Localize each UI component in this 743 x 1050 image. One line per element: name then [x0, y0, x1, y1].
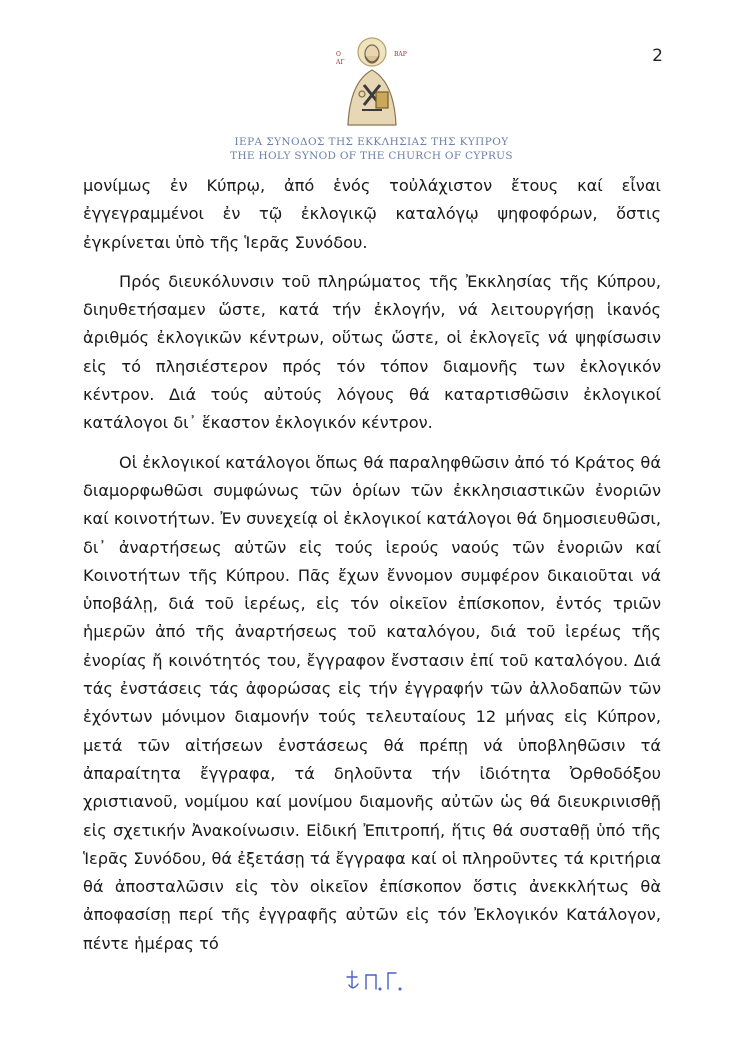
- letterhead-english: THE HOLY SYNOD OF THE CHURCH OF CYPRUS: [230, 150, 513, 162]
- letterhead-greek: ΙΕΡΑ ΣΥΝΟΔΟΣ ΤΗΣ ΕΚΚΛΗΣΙΑΣ ΤΗΣ ΚΥΠΡΟΥ: [234, 136, 509, 148]
- paragraph: Πρός διευκόλυνσιν τοῦ πληρώματος τῆς Ἐκκλησίας τῆς Κύπρου, διηυθετήσαμεν ὥστε, κατά τήν ἐκλογήν, νά λειτουργήσῃ ἱκανός ἀριθμός ἐκλογικῶν κέντρων, οὕτως ὥστε, οἱ ἐκλογεῖς νά ψηφίσωσιν εἰς τό πλησιέστερον πρός τόν τόπον διαμονῆς των ἐκλογικόν κέντρον. Διά τούς αὐτούς λόγους θά καταρτισθῶσιν ἐκλογικοί κατάλογοι δι᾿ ἕκαστον ἐκλογικόν κέντρον.: [83, 271, 661, 433]
- saint-icon-emblem: [322, 30, 422, 130]
- document-body: [83, 172, 661, 969]
- svg-text:ΒΑΡ: ΒΑΡ: [394, 51, 407, 58]
- page-number: 2: [652, 46, 663, 66]
- letterhead: [0, 135, 743, 163]
- paragraph: Οἱ ἐκλογικοί κατάλογοι ὅπως θά παραληφθῶσιν ἀπό τό Κράτος θά διαμορφωθῶσι συμφώνως τῶν ὁρίων τῶν ἐκκλησιαστικῶν ἐνοριῶν καί κοινοτήτων. Ἐν συνεχείᾳ οἱ ἐκλογικοί κατάλογοι θά δημοσιευθῶσι, δι᾿ ἀναρτήσεως αὐτῶν εἰς τούς ἱερούς ναούς τῶν ἐνοριῶν καί Κοινοτήτων τῆς Κύπρου. Πᾶς ἔχων ἔννομον συμφέρον δικαιοῦται νά ὑποβάλῃ, διά τοῦ ἱερέως, εἰς τόν οἰκεῖον ἐπίσκοπον, ἐντός τριῶν ἡμερῶν ἀπό τῆς ἀναρτήσεως τοῦ καταλόγου, διά τοῦ ἱερέως τῆς ἐνορίας ἤ κοινότητός του, ἔγγραφον ἔνστασιν ἐπί τοῦ καταλόγου. Διά τάς ἐνστάσεις τάς ἀφορώσας εἰς τήν ἐγγραφήν τῶν ἀλλοδαπῶν τῶν ἐχόντων μόνιμον διαμονήν τούς τελευταίους 12 μήνας εἰς Κύπρον, μετά τῶν αἰτήσεων ἐνστάσεως θά πρέπῃ νά ὑποβληθῶσιν τά ἀπαραίτητα ἔγγραφα, τά δηλοῦντα τήν ἰδιότητα Ὀρθοδόξου χριστιανοῦ, νομίμου καί μονίμου διαμονῆς αὐτῶν ὡς θά διευκρινισθῇ εἰς σχετικήν Ἀνακοίνωσιν. Εἰδική Ἐπιτροπή, ἥτις θά συσταθῇ ὑπό τῆς Ἱερᾶς Συνόδου, θά ἐξετάσῃ τά ἔγγραφα καί οἱ πληροῦντες τά κριτήρια θά ἀποσταλῶσιν εἰς τὸν οἰκεῖον ἐπίσκοπον ὅστις ἀνεκκλήτως θὰ ἀποφασίσῃ περί τῆς ἐγγραφῆς αὐτῶν εἰς τόν Ἐκλογικόν Κατάλογον, πέντε ἡμέρας τό: [83, 452, 662, 953]
- svg-text:Ο: Ο: [336, 51, 341, 58]
- paragraph: μονίμως ἐν Κύπρῳ, ἀπό ἑνός τοὐλάχιστον ἔτους καί εἶναι ἐγγεγραμμένοι ἐν τῷ ἐκλογικῷ καταλόγῳ ψηφοφόρων, ὅστις ἐγκρίνεται ὑπὸ τῆς Ἱερᾶς Συνόδου.: [83, 176, 661, 252]
- svg-text:ΑΓ: ΑΓ: [336, 59, 345, 66]
- handwritten-initials: [346, 965, 406, 995]
